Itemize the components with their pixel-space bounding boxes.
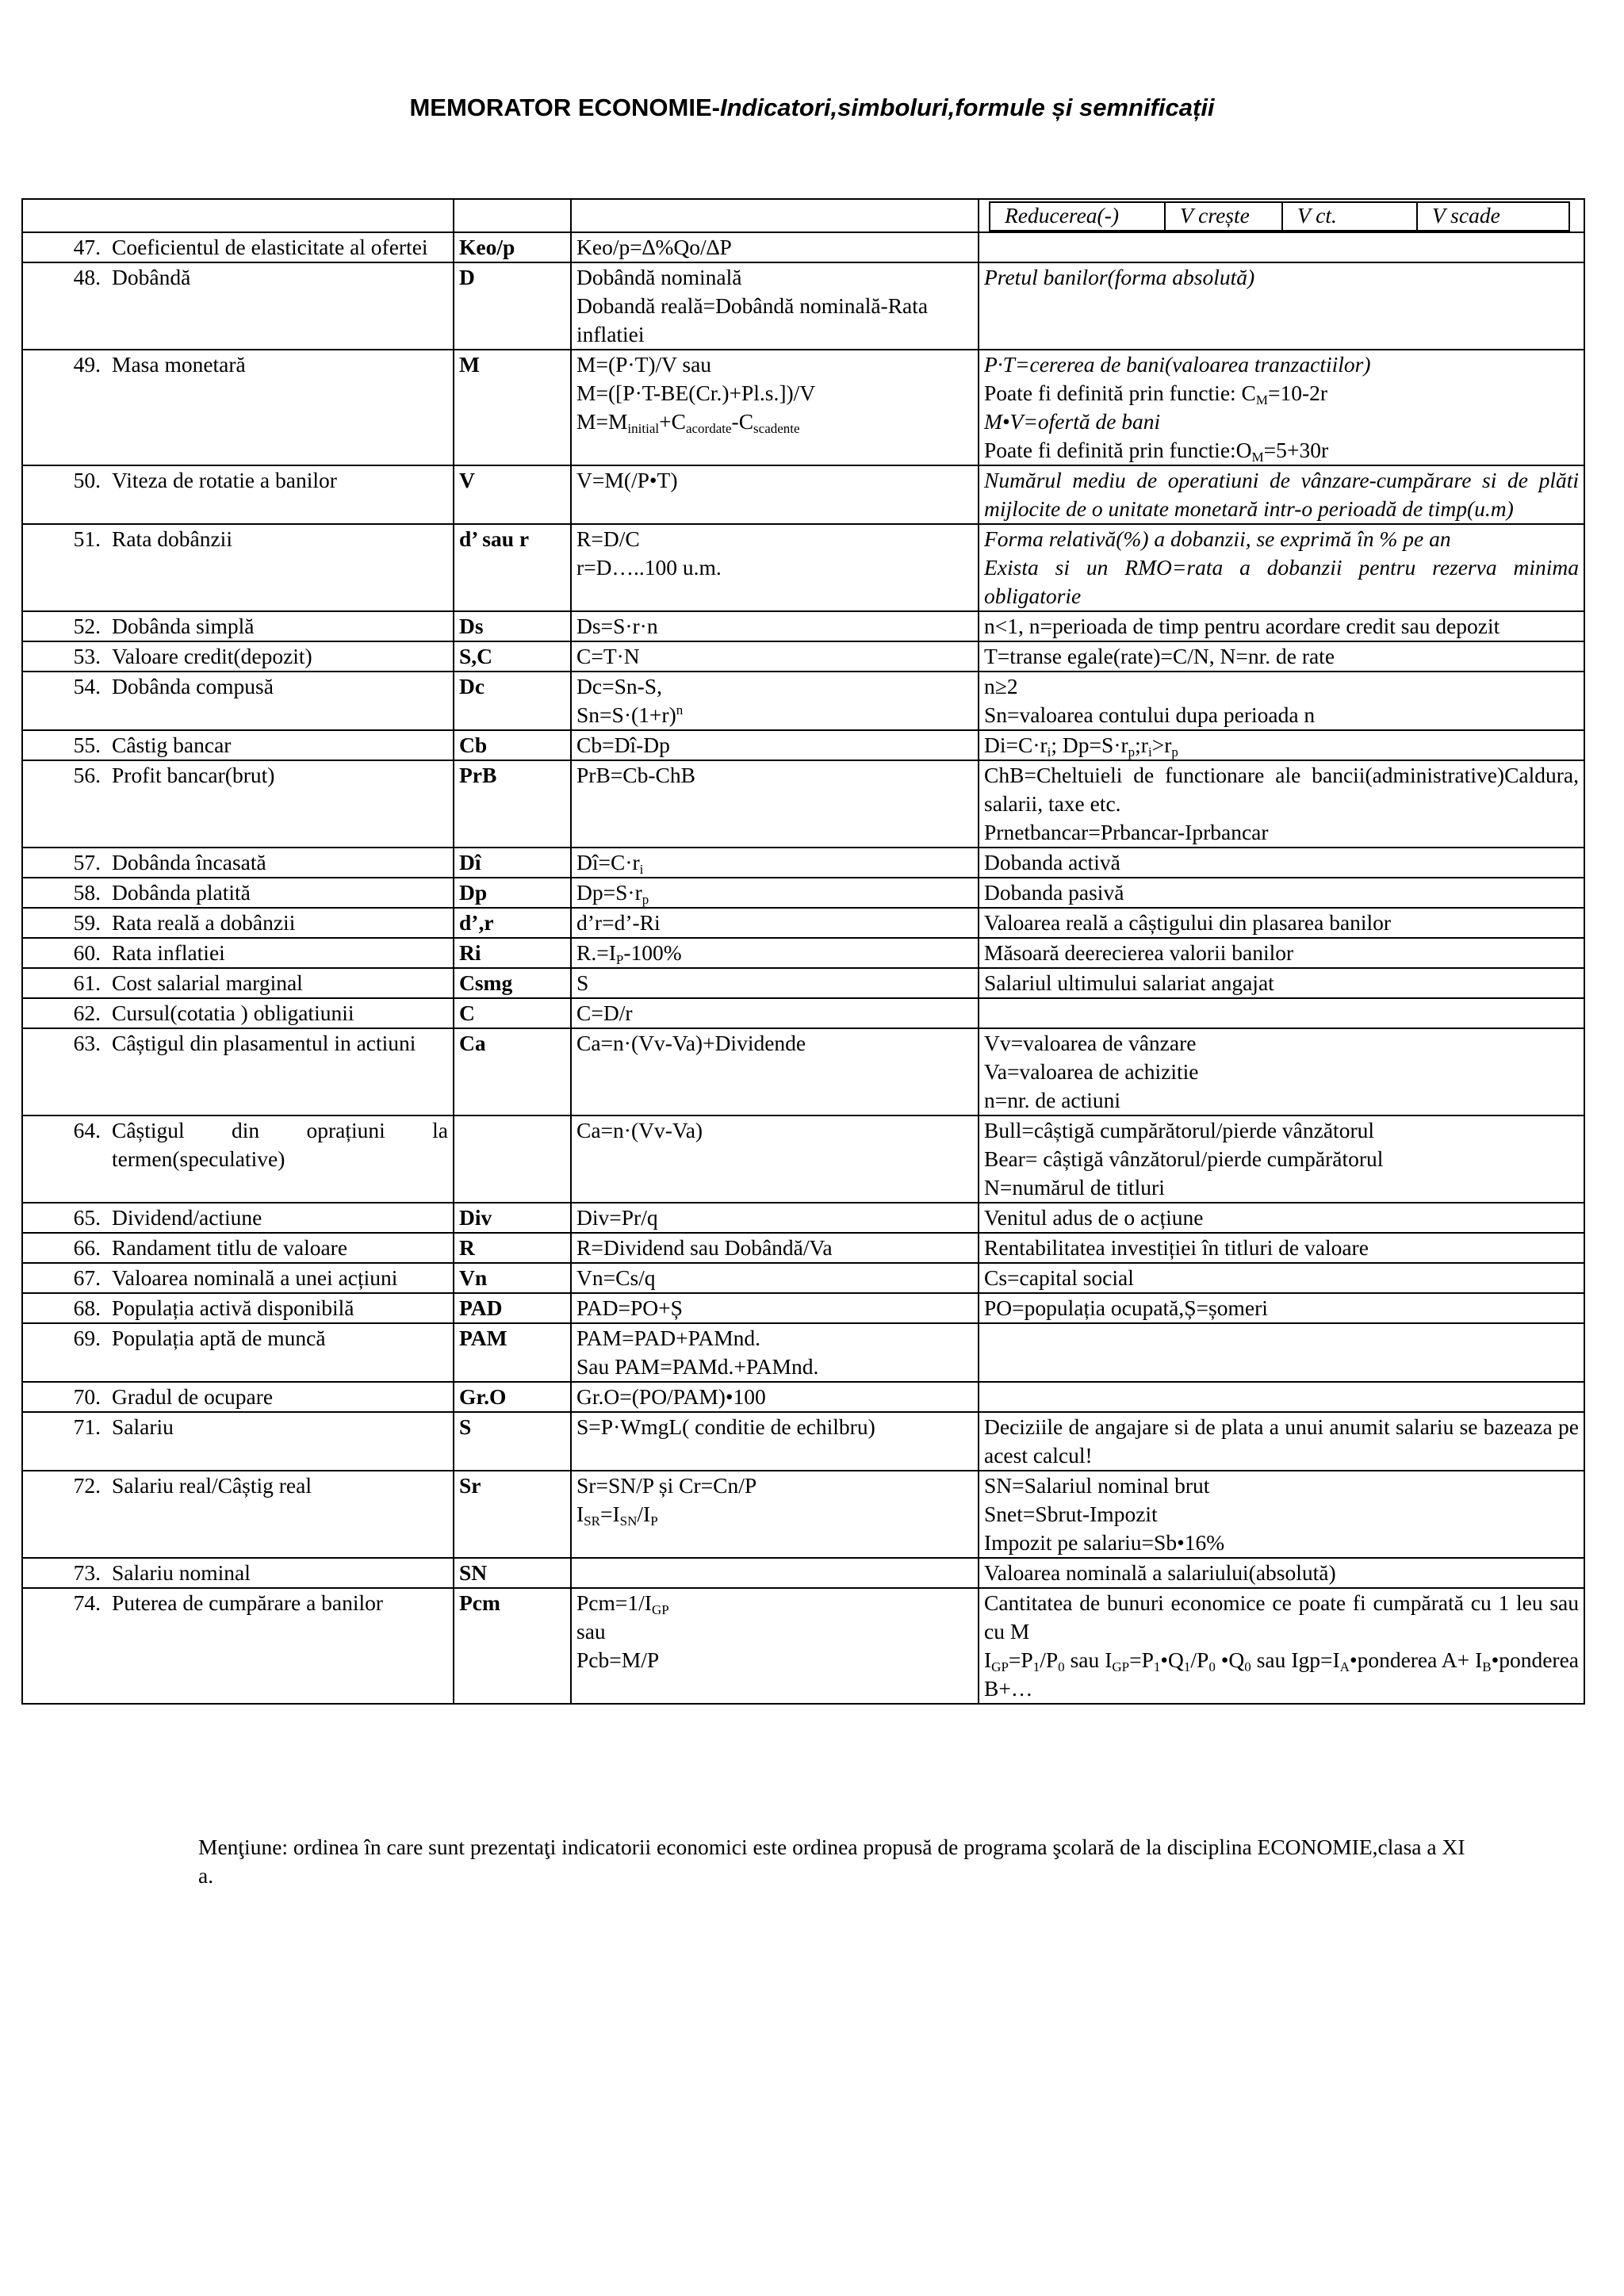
table-row (22, 1263, 1584, 1293)
indicators-table (21, 198, 1585, 1705)
description-line: Dobanda pasivă (984, 880, 1124, 905)
formula-line: C=T·N (576, 644, 640, 668)
indicator-name-cell (22, 848, 454, 878)
description-line: Cantitatea de bunuri economice ce poate fi cumpărată cu 1 leu sau cu M (984, 1590, 1579, 1644)
table-row (22, 848, 1584, 878)
indicator-name-cell (22, 1471, 454, 1558)
formula-cell (571, 968, 979, 998)
formula-cell (571, 1028, 979, 1115)
table-row (22, 611, 1584, 641)
indicator-name-cell (22, 968, 454, 998)
description-line: Salariul ultimului salariat angajat (984, 970, 1274, 995)
row-number: 55. (73, 733, 101, 757)
indicator-name: Viteza de rotatie a banilor (112, 468, 337, 492)
description-line: Snet=Sbrut-Impozit (984, 1502, 1158, 1526)
formula-line: d’r=d’-Ri (576, 910, 661, 935)
table-row (22, 232, 1584, 262)
indicator-symbol: C (454, 998, 571, 1028)
formula-line: PAM=PAD+PAMnd. (576, 1326, 761, 1350)
indicator-name-cell (22, 998, 454, 1028)
formula-line: $Pcm=1/I_{GP}$ (576, 1590, 669, 1617)
description-cell (979, 1233, 1584, 1263)
description-line: Sn=valoarea contului dupa perioada n (984, 702, 1316, 727)
formula-cell (571, 1588, 979, 1704)
indicator-symbol: Ri (454, 938, 571, 968)
row-number: 49. (73, 352, 101, 377)
formula-line: Pcb=M/P (576, 1647, 660, 1672)
formula-line: $Dî=C\cdot r_i$ (576, 850, 644, 877)
indicator-name: Salariu nominal (112, 1560, 251, 1585)
table-row (22, 672, 1584, 730)
table-row (22, 1115, 1584, 1203)
description-cell (979, 1471, 1584, 1558)
table-row (22, 1588, 1584, 1704)
description-line: PO=populația ocupată,Ș=șomeri (984, 1295, 1268, 1320)
formula-line: M=([P·T-BE(Cr.)+Pl.s.])/V (576, 381, 816, 405)
indicator-symbol: Div (454, 1203, 571, 1233)
row-number: 58. (73, 880, 101, 905)
indicator-symbol: PrB (454, 760, 571, 848)
indicator-symbol: Dc (454, 672, 571, 730)
formula-cell (571, 878, 979, 908)
formula-cell (571, 1263, 979, 1293)
footnote: Menţiune: ordinea în care sunt prezentaţi indicatorii economici este ordinea propusă de programa şcolară de la disciplina ECONOMIE,clasa a XI a. (198, 1835, 1465, 1888)
indicator-symbol: Csmg (454, 968, 571, 998)
formula-cell (571, 998, 979, 1028)
header-cell-name (22, 199, 454, 232)
indicator-name-cell (22, 1588, 454, 1704)
indicator-name-cell (22, 1558, 454, 1588)
row-number: 62. (73, 1001, 101, 1025)
formula-line: Ca=n·(Vv-Va)+Dividende (576, 1031, 806, 1055)
header-cell-legend (979, 199, 1584, 232)
formula-line: $Sn=S\cdot(1+r)^n$ (576, 702, 684, 727)
row-number: 71. (73, 1414, 101, 1439)
indicator-name: Cost salarial marginal (112, 970, 303, 995)
indicator-name: Randament titlu de valoare (112, 1235, 348, 1260)
formula-line: R=Dividend sau Dobândă/Va (576, 1235, 833, 1260)
indicator-name-cell (22, 1028, 454, 1115)
table-row (22, 968, 1584, 998)
description-line: Vv=valoarea de vânzare (984, 1031, 1197, 1055)
formula-cell (571, 1115, 979, 1203)
table-row (22, 524, 1584, 611)
indicator-name-cell (22, 1382, 454, 1412)
indicator-name: Valoare credit(depozit) (112, 644, 312, 668)
indicator-symbol: Ds (454, 611, 571, 641)
formula-line: $R.=I_P-100\%$ (576, 940, 682, 967)
indicator-name: Câstig bancar (112, 733, 232, 757)
formula-line: Dobandă reală=Dobândă nominală-Rata inflatiei (576, 293, 929, 346)
table-row (22, 1412, 1584, 1471)
indicator-name-cell (22, 1203, 454, 1233)
indicator-name: Puterea de cumpărare a banilor (112, 1590, 384, 1615)
indicator-name: Rata dobânzii (112, 526, 232, 551)
formula-cell (571, 350, 979, 465)
indicator-name: Coeficientul de elasticitate al ofertei (112, 235, 428, 259)
indicator-symbol: d’,r (454, 908, 571, 938)
formula-cell (571, 1558, 979, 1588)
description-line: Poate fi definită prin functie: $C_M=10-2r$ (984, 381, 1328, 408)
row-number: 73. (73, 1560, 101, 1585)
row-number: 48. (73, 265, 101, 289)
table-row (22, 1471, 1584, 1558)
description-line: n<1, n=perioada de timp pentru acordare credit sau depozit (984, 614, 1500, 638)
indicator-name-cell (22, 524, 454, 611)
description-line: T=transe egale(rate)=C/N, N=nr. de rate (984, 644, 1335, 668)
table-row (22, 760, 1584, 848)
row-number: 64. (73, 1118, 101, 1142)
indicator-name-cell (22, 1323, 454, 1382)
description-cell (979, 262, 1584, 350)
formula-cell (571, 1323, 979, 1382)
indicator-symbol: Vn (454, 1263, 571, 1293)
indicator-name-cell (22, 878, 454, 908)
table-row (22, 1233, 1584, 1263)
description-line: SN=Salariul nominal brut (984, 1473, 1210, 1498)
table-row (22, 1558, 1584, 1588)
indicator-symbol: d’ sau r (454, 524, 571, 611)
formula-line: C=D/r (576, 1001, 633, 1025)
formula-line: $M=M_{initial}+C_{acordate}-C_{scadente}$ (576, 409, 800, 436)
indicator-name: Populația aptă de muncă (112, 1326, 326, 1350)
formula-line: S (576, 970, 589, 995)
row-number: 61. (73, 970, 101, 995)
description-line: n=nr. de actiuni (984, 1088, 1121, 1112)
legend-reducerea: Reducerea(-) (990, 203, 1166, 230)
indicator-name-cell (22, 1233, 454, 1263)
row-number: 69. (73, 1326, 101, 1350)
table-row (22, 730, 1584, 760)
title-bold: MEMORATOR ECONOMIE- (409, 94, 720, 121)
indicator-name: Salariu real/Câștig real (112, 1473, 312, 1498)
description-line: $I_{GP}=P_1/P_0$ sau $I_{GP}=P_1•Q_1/P_0$ $•Q_0$ sau $Igp=I_A•ponderea$ $A+ I_B•ponderea$ B+… (984, 1647, 1579, 1701)
description-cell (979, 1028, 1584, 1115)
formula-line: Sr=SN/P și Cr=Cn/P (576, 1473, 757, 1498)
formula-cell (571, 1471, 979, 1558)
indicator-name: Salariu (112, 1414, 174, 1439)
description-cell (979, 465, 1584, 524)
indicator-symbol: M (454, 350, 571, 465)
row-number: 65. (73, 1205, 101, 1230)
table-row (22, 878, 1584, 908)
formula-cell (571, 262, 979, 350)
row-number: 57. (73, 850, 101, 874)
description-cell (979, 848, 1584, 878)
indicator-name-cell (22, 760, 454, 848)
row-number: 47. (73, 235, 101, 259)
description-line: Cs=capital social (984, 1265, 1134, 1290)
indicator-symbol: R (454, 1233, 571, 1263)
description-line: Valoarea reală a câștigului din plasarea banilor (984, 910, 1392, 935)
formula-cell (571, 1233, 979, 1263)
indicator-name: Rata reală a dobânzii (112, 910, 296, 935)
indicator-name: Profit bancar(brut) (112, 763, 275, 787)
formula-line: R=D/C (576, 526, 640, 551)
description-line: Venitul adus de o acțiune (984, 1205, 1204, 1230)
description-line: Exista si un RMO=rata a dobanzii pentru rezerva minima obligatorie (984, 555, 1579, 608)
formula-cell (571, 1293, 979, 1323)
formula-cell (571, 908, 979, 938)
description-cell (979, 1203, 1584, 1233)
indicator-name-cell (22, 938, 454, 968)
description-line: Dobanda activă (984, 850, 1120, 874)
table-row (22, 1382, 1584, 1412)
indicator-symbol: PAM (454, 1323, 571, 1382)
formula-line: $I_{SR}=I_{SN}/I_P$ (576, 1502, 658, 1529)
table-row (22, 641, 1584, 672)
description-cell (979, 1382, 1584, 1412)
indicator-name: Cursul(cotatia ) obligatiunii (112, 1001, 354, 1025)
legend-box (989, 201, 1570, 232)
formula-cell (571, 848, 979, 878)
indicator-symbol: V (454, 465, 571, 524)
header-cell-formula (571, 199, 979, 232)
formula-line: $Dp=S\cdot r_p$ (576, 880, 649, 907)
formula-line: Ca=n·(Vv-Va) (576, 1118, 703, 1142)
description-cell (979, 908, 1584, 938)
indicator-symbol: PAD (454, 1293, 571, 1323)
indicator-symbol (454, 1115, 571, 1203)
legend-v-creste: V crește (1166, 203, 1283, 230)
indicator-name: Dobânda compusă (112, 674, 274, 698)
table-row (22, 262, 1584, 350)
table-row (22, 1293, 1584, 1323)
description-cell (979, 672, 1584, 730)
description-cell (979, 878, 1584, 908)
description-line: $Di=C\cdot r_i$; $Dp=S\cdot r_p;r_i>r_p$ (984, 733, 1178, 760)
formula-cell (571, 1382, 979, 1412)
description-line: Măsoară deerecierea valorii banilor (984, 940, 1294, 965)
row-number: 74. (73, 1590, 101, 1615)
formula-cell (571, 232, 979, 262)
description-cell (979, 1115, 1584, 1203)
indicator-name: Câștigul din plasamentul in actiuni (112, 1031, 416, 1055)
formula-line: M=(P·T)/V sau (576, 352, 712, 377)
indicator-name: Dobânda platită (112, 880, 251, 905)
formula-line: Ds=S·r·n (576, 614, 658, 638)
description-line: Prnetbancar=Prbancar-Iprbancar (984, 820, 1269, 844)
formula-line: sau (576, 1619, 606, 1644)
formula-line: Keo/p=∆%Qo/∆P (576, 235, 732, 259)
formula-line: Gr.O=(PO/PAM)•100 (576, 1384, 766, 1409)
formula-line: PAD=PO+Ș (576, 1295, 683, 1320)
description-line: Pretul banilor(forma absolută) (984, 265, 1255, 289)
table-row (22, 908, 1584, 938)
indicator-name: Dividend/actiune (112, 1205, 262, 1230)
description-line: Numărul mediu de operatiuni de vânzare-cumpărare si de plăti mijlocite de o unitate monetară intr-o perioadă de timp(u.m) (984, 468, 1579, 521)
formula-cell (571, 465, 979, 524)
indicator-name: Populația activă disponibilă (112, 1295, 354, 1320)
indicator-name-cell (22, 232, 454, 262)
formula-cell (571, 672, 979, 730)
indicator-name-cell (22, 672, 454, 730)
indicator-symbol: SN (454, 1558, 571, 1588)
description-cell (979, 1263, 1584, 1293)
formula-line: S=P·WmgL( conditie de echilbru) (576, 1414, 875, 1439)
formula-line: V=M(/P•T) (576, 468, 678, 492)
indicator-name: Dobânda simplă (112, 614, 255, 638)
row-number: 59. (73, 910, 101, 935)
formula-line: Dobândă nominală (576, 265, 742, 289)
formula-cell (571, 611, 979, 641)
table-row (22, 938, 1584, 968)
description-line: P·T=cererea de bani(valoarea tranzactiilor) (984, 352, 1371, 377)
description-cell (979, 1293, 1584, 1323)
formula-line: Sau PAM=PAMd.+PAMnd. (576, 1354, 819, 1379)
indicator-symbol: S,C (454, 641, 571, 672)
indicator-name: Gradul de ocupare (112, 1384, 274, 1409)
formula-line: PrB=Cb-ChB (576, 763, 695, 787)
indicator-name: Dobânda încasată (112, 850, 266, 874)
formula-cell (571, 730, 979, 760)
indicator-symbol: Dp (454, 878, 571, 908)
indicator-name-cell (22, 465, 454, 524)
row-number: 51. (73, 526, 101, 551)
indicator-symbol: Cb (454, 730, 571, 760)
description-line: Deciziile de angajare si de plata a unui anumit salariu se bazeaza pe acest calcul! (984, 1414, 1579, 1468)
description-line: Poate fi definită prin $functie:O_M=5+30r$ (984, 438, 1329, 465)
indicator-name-cell (22, 1412, 454, 1471)
description-line: Va=valoarea de achizitie (984, 1059, 1199, 1084)
description-cell (979, 1323, 1584, 1382)
description-cell (979, 611, 1584, 641)
row-number: 54. (73, 674, 101, 698)
description-cell (979, 730, 1584, 760)
description-line: Rentabilitatea investiției în titluri de valoare (984, 1235, 1369, 1260)
description-line: ChB=Cheltuieli de functionare ale bancii(administrative)Caldura, salarii, taxe etc. (984, 763, 1579, 816)
indicator-name-cell (22, 1263, 454, 1293)
formula-cell (571, 524, 979, 611)
indicator-symbol: S (454, 1412, 571, 1471)
formula-cell (571, 938, 979, 968)
page-title (0, 94, 1624, 122)
row-number: 53. (73, 644, 101, 668)
indicator-symbol: Dî (454, 848, 571, 878)
description-cell (979, 1412, 1584, 1471)
indicator-symbol: D (454, 262, 571, 350)
description-cell (979, 998, 1584, 1028)
description-line: Impozit pe salariu=Sb•16% (984, 1530, 1225, 1555)
row-number: 52. (73, 614, 101, 638)
table-row (22, 1323, 1584, 1382)
indicator-name-cell (22, 350, 454, 465)
description-line: n≥2 (984, 674, 1018, 698)
description-cell (979, 760, 1584, 848)
indicator-name-cell (22, 908, 454, 938)
formula-cell (571, 1203, 979, 1233)
formula-cell (571, 1412, 979, 1471)
indicator-symbol: Sr (454, 1471, 571, 1558)
table-row (22, 1028, 1584, 1115)
formula-line: Div=Pr/q (576, 1205, 658, 1230)
formula-line: r=D…..100 u.m. (576, 555, 722, 580)
description-cell (979, 641, 1584, 672)
row-number: 67. (73, 1265, 101, 1290)
description-cell (979, 350, 1584, 465)
indicator-name: Rata inflatiei (112, 940, 225, 965)
indicator-name: Dobândă (112, 265, 191, 289)
formula-cell (571, 760, 979, 848)
formula-line: Dc=Sn-S, (576, 674, 662, 698)
row-number: 63. (73, 1031, 101, 1055)
formula-line: Cb=Dî-Dp (576, 733, 670, 757)
table-row (22, 465, 1584, 524)
indicators-table-body (22, 199, 1584, 1704)
table-row (22, 1203, 1584, 1233)
description-line: Forma relativă(%) a dobanzii, se exprimă în % pe an (984, 526, 1451, 551)
row-number: 56. (73, 763, 101, 787)
row-number: 60. (73, 940, 101, 965)
table-header-row (22, 199, 1584, 232)
description-cell (979, 938, 1584, 968)
row-number: 50. (73, 468, 101, 492)
indicator-name-cell (22, 730, 454, 760)
row-number: 68. (73, 1295, 101, 1320)
description-line: M•V=ofertă de bani (984, 409, 1161, 434)
description-line: Bull=câștigă cumpărătorul/pierde vânzătorul (984, 1118, 1374, 1142)
indicator-symbol: Ca (454, 1028, 571, 1115)
description-cell (979, 968, 1584, 998)
header-cell-symbol (454, 199, 571, 232)
title-italic: Indicatori,simboluri,formule și semnificații (719, 94, 1215, 121)
table-row (22, 998, 1584, 1028)
formula-line: Vn=Cs/q (576, 1265, 656, 1290)
description-cell (979, 1558, 1584, 1588)
description-line: Bear= câștigă vânzătorul/pierde cumpărătorul (984, 1146, 1384, 1171)
indicator-name-cell (22, 262, 454, 350)
description-line: N=numărul de titluri (984, 1175, 1165, 1200)
description-cell (979, 1588, 1584, 1704)
indicator-name-cell (22, 641, 454, 672)
indicator-name: Câștigul din oprațiuni la termen(speculative) (112, 1118, 448, 1171)
indicator-name-cell (22, 1293, 454, 1323)
legend-v-ct: V ct. (1283, 203, 1418, 230)
indicator-name-cell (22, 611, 454, 641)
row-number: 66. (73, 1235, 101, 1260)
indicator-symbol: Pcm (454, 1588, 571, 1704)
row-number: 70. (73, 1384, 101, 1409)
description-line: Valoarea nominală a salariului(absolută) (984, 1560, 1336, 1585)
indicator-name: Masa monetară (112, 352, 246, 377)
indicator-symbol: Keo/p (454, 232, 571, 262)
row-number: 72. (73, 1473, 101, 1498)
indicator-name: Valoarea nominală a unei acțiuni (112, 1265, 398, 1290)
formula-cell (571, 641, 979, 672)
description-cell (979, 524, 1584, 611)
indicator-symbol: Gr.O (454, 1382, 571, 1412)
indicator-name-cell (22, 1115, 454, 1203)
description-cell (979, 232, 1584, 262)
table-row (22, 350, 1584, 465)
legend-v-scade: V scade (1432, 203, 1500, 228)
